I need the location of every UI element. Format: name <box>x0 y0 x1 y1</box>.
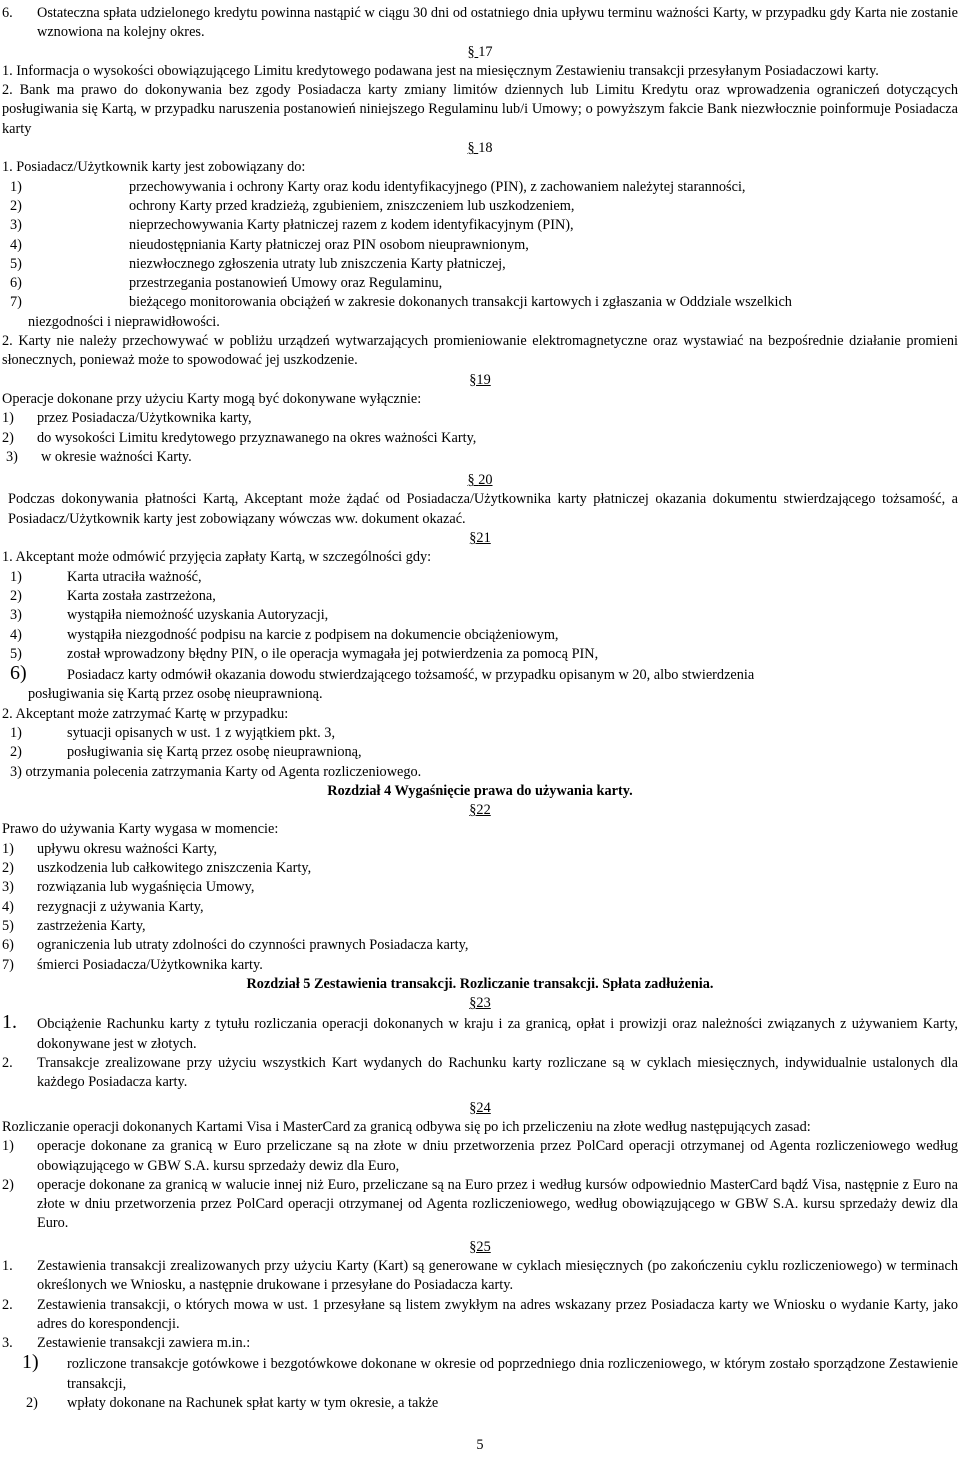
list-item: 4) rezygnacji z używania Karty, <box>2 898 204 915</box>
section-heading-24 <box>2 1099 958 1118</box>
list-21 <box>2 568 958 705</box>
list-item: 2) operacje dokonane za granicą w walucie innej niż Euro, przeliczane są na Euro przez i według kursów odpowiednio MasterCard bądź Visa, następnie z Euro na złote w dniu przetworzenia przez PolCard operacji otrzymanej od Agenta rozliczeniowego, według obowiązującego w GBW S.A. kursu sprzedaży dewiz dla Euro. <box>2 1176 958 1232</box>
list-21-2 <box>2 724 958 782</box>
page-number: 5 <box>476 1437 484 1453</box>
list-item: 2) ochrony Karty przed kradzieżą, zgubieniem, zniszczeniem lub uszkodzeniem, <box>10 197 575 214</box>
list-24 <box>2 1137 958 1233</box>
section-heading-17 <box>2 43 958 62</box>
paragraph-21-intro-2: 2. Akceptant może zatrzymać Kartę w przypadku: <box>2 705 289 722</box>
list-item: 3) otrzymania polecenia zatrzymania Karty od Agenta rozliczeniowego. <box>10 763 422 780</box>
list-item: 3) nieprzechowywania Karty płatniczej razem z kodem identyfikacyjnym (PIN), <box>10 217 574 234</box>
list-item: 1) Karta utraciła ważność, <box>10 568 202 585</box>
section-heading-22 <box>2 801 958 820</box>
paragraph-17-1: 1. Informacja o wysokości obowiązującego Limitu kredytowego podawana jest na miesięcznym Zestawieniu transakcji przesyłanym Posiadaczowi karty. <box>2 62 879 79</box>
section-sign-icon: § <box>469 371 477 388</box>
section-heading-20 <box>2 471 958 490</box>
section-number: 22 <box>476 802 491 819</box>
paragraph-24-intro: Rozliczanie operacji dokonanych Kartami Visa i MasterCard za granicą odbywa się po ich przeliczeniu na złote według następujących zasad: <box>2 1118 811 1135</box>
section-sign-icon: § <box>469 1099 477 1116</box>
list-item: 1) przechowywania i ochrony Karty oraz kodu identyfikacyjnego (PIN), z zachowaniem należytej staranności, <box>10 178 746 195</box>
chapter-5-title: Rozdział 5 Zestawienia transakcji. Rozliczanie transakcji. Spłata zadłużenia. <box>246 975 714 992</box>
section-number: 21 <box>476 530 491 547</box>
item-number: 6. <box>2 5 13 21</box>
list-item: 5) niezwłocznego zgłoszenia utraty lub zniszczenia Karty płatniczej, <box>10 255 506 272</box>
list-item: 7) śmierci Posiadacza/Użytkownika karty. <box>2 956 263 973</box>
paragraph-17-2: 2. Bank ma prawo do dokonywania bez zgody Posiadacza karty zmiany limitów dziennych lub Limitu Kredytu oraz wprowadzenia ograniczeń dotyczących posługiwania się Kartą, w przypadku naruszenia postanowień niniejszego Regulaminu lub/i Umowy; o powyższym fakcie Bank niezwłocznie poinformuje Posiadacza karty <box>2 82 958 137</box>
list-item: 5) zastrzeżenia Karty, <box>2 917 146 934</box>
section-heading-21 <box>2 529 958 548</box>
list-item: 6) Posiadacz karty odmówił okazania dowodu stwierdzającego tożsamość, w przypadku opisanym w 20, albo stwierdzenia <box>10 662 755 685</box>
section-number: 18 <box>478 140 493 157</box>
list-item: 6) ograniczenia lub utraty zdolności do czynności prawnych Posiadacza karty, <box>2 937 469 954</box>
item-text: Ostateczna spłata udzielonego kredytu powinna nastąpić w ciągu 30 dni od ostatniego dnia upływu terminu ważności Karty, w przypadku gdy Karta nie zostanie wznowiona na kolejny okres. <box>37 5 958 41</box>
list-item: 1) rozliczone transakcje gotówkowe i bezgotówkowe dokonane w okresie od poprzedniego dnia rozliczeniowego, w którym zostało sporządzone Zestawienie transakcji, <box>22 1351 958 1392</box>
item-6 <box>2 4 958 43</box>
list-item: 5) został wprowadzony błędny PIN, o ile operacja wymagała jej potwierdzenia za pomocą PIN, <box>10 645 599 662</box>
section-sign-icon: § <box>467 43 479 60</box>
list-item: 2. Transakcje zrealizowane przy użyciu wszystkich Kart wydanych do Rachunku karty rozliczane są w cyklach miesięcznych, indywidualnie ustalonych dla każdego Posiadacza karty. <box>2 1055 958 1091</box>
list-item-continuation: niezgodności i nieprawidłowości. <box>28 313 220 330</box>
list-25 <box>2 1257 958 1413</box>
paragraph-18-intro: 1. Posiadacz/Użytkownik karty jest zobowiązany do: <box>2 159 306 176</box>
section-heading-25 <box>2 1238 958 1257</box>
section-sign-icon: § <box>469 802 477 819</box>
section-heading-19 <box>2 371 958 390</box>
list-item: 4) wystąpiła niezgodność podpisu na karcie z podpisem na dokumencie obciążeniowym, <box>10 626 559 643</box>
list-item: 2) do wysokości Limitu kredytowego przyznawanego na okres ważności Karty, <box>2 429 477 446</box>
section-number: 20 <box>478 472 493 489</box>
list-item: 1. Obciążenie Rachunku karty z tytułu rozliczania operacji dokonanych w kraju i za granicą, opłat i prowizji oraz należności związanych z używaniem Karty, dokonywane jest w złotych. <box>2 1011 958 1052</box>
list-item: 2) wpłaty dokonane na Rachunek spłat karty w tym okresie, a także <box>26 1395 439 1412</box>
section-number: 17 <box>478 43 493 60</box>
section-sign-icon: § <box>467 472 479 489</box>
paragraph-20: Podczas dokonywania płatności Kartą, Akceptant może żądać od Posiadacza/Użytkownika karty płatniczej okazania dokumentu stwierdzającego tożsamość, a Posiadacz/Użytkownik karty jest zobowiązany wówczas ww. dokument okazać. <box>8 491 958 527</box>
section-heading-18 <box>2 139 958 158</box>
section-sign-icon: § <box>469 1238 477 1255</box>
list-item: 2. Zestawienia transakcji, o których mowa w ust. 1 przesyłane są listem zwykłym na adres wskazany przez Posiadacza karty we Wniosku o wydanie Karty, jako adres do korespondencji. <box>2 1296 958 1332</box>
section-number: 23 <box>476 995 491 1012</box>
paragraph-21-intro: 1. Akceptant może odmówić przyjęcia zapłaty Kartą, w szczególności gdy: <box>2 549 432 566</box>
list-item: 3) rozwiązania lub wygaśnięcia Umowy, <box>2 879 255 896</box>
paragraph-18-2: 2. Karty nie należy przechowywać w pobliżu urządzeń wytwarzających promieniowanie elektromagnetyczne oraz wystawiać na bezpośrednie działanie promieni słonecznych, ponieważ może to spowodować jej uszkodzenie. <box>2 333 958 369</box>
paragraph-22-intro: Prawo do używania Karty wygasa w momencie: <box>2 821 279 838</box>
chapter-4-title: Rozdział 4 Wygaśnięcie prawa do używania karty. <box>327 782 633 799</box>
list-item: 3. Zestawienie transakcji zawiera m.in.: <box>2 1335 251 1352</box>
list-19 <box>2 409 958 467</box>
paragraph-19-intro: Operacje dokonane przy użyciu Karty mogą być dokonywane wyłącznie: <box>2 390 422 407</box>
list-22 <box>2 840 958 975</box>
section-heading-23 <box>2 994 958 1013</box>
list-item: 3) w okresie ważności Karty. <box>6 448 192 465</box>
section-sign-icon: § <box>469 530 477 547</box>
list-item: 2) uszkodzenia lub całkowitego zniszczenia Karty, <box>2 860 312 877</box>
list-item: 6) przestrzegania postanowień Umowy oraz Regulaminu, <box>10 275 443 292</box>
list-item: 1) sytuacji opisanych w ust. 1 z wyjątkiem pkt. 3, <box>10 724 336 741</box>
list-item: 7) bieżącego monitorowania obciążeń w zakresie dokonanych transakcji kartowych i zgłaszania w Oddziale wszelkich <box>10 294 792 311</box>
list-item: 1) operacje dokonane za granicą w Euro przeliczane są na złote w dniu przetworzenia przez PolCard operacji otrzymanej od Agenta rozliczeniowego według obowiązującego w GBW S.A. kursu sprzedaży dewiz dla Euro, <box>2 1138 958 1174</box>
list-18 <box>2 178 958 332</box>
section-sign-icon: § <box>467 140 479 157</box>
list-item: 2) Karta została zastrzeżona, <box>10 587 216 604</box>
list-item: 1. Zestawienia transakcji zrealizowanych przy użyciu Karty (Kart) są generowane w cyklach miesięcznych (po zakończeniu cyklu rozliczeniowego) w terminach określonych we Wniosku, a następnie drukowane i przesyłane do Posiadacza karty. <box>2 1258 958 1294</box>
list-item: 3) wystąpiła niemożność uzyskania Autoryzacji, <box>10 607 329 624</box>
list-item: 2) posługiwania się Kartą przez osobę nieuprawnioną, <box>10 744 362 761</box>
section-number: 25 <box>476 1238 491 1255</box>
list-item: 1) upływu okresu ważności Karty, <box>2 840 218 857</box>
section-number: 24 <box>476 1099 491 1116</box>
section-number: 19 <box>476 371 491 388</box>
list-item-continuation: posługiwania się Kartą przez osobę nieuprawnioną. <box>28 686 323 703</box>
list-item: 1) przez Posiadacza/Użytkownika karty, <box>2 410 252 427</box>
list-item: 4) nieudostępniania Karty płatniczej oraz PIN osobom nieuprawnionym, <box>10 236 529 253</box>
section-sign-icon: § <box>469 995 477 1012</box>
